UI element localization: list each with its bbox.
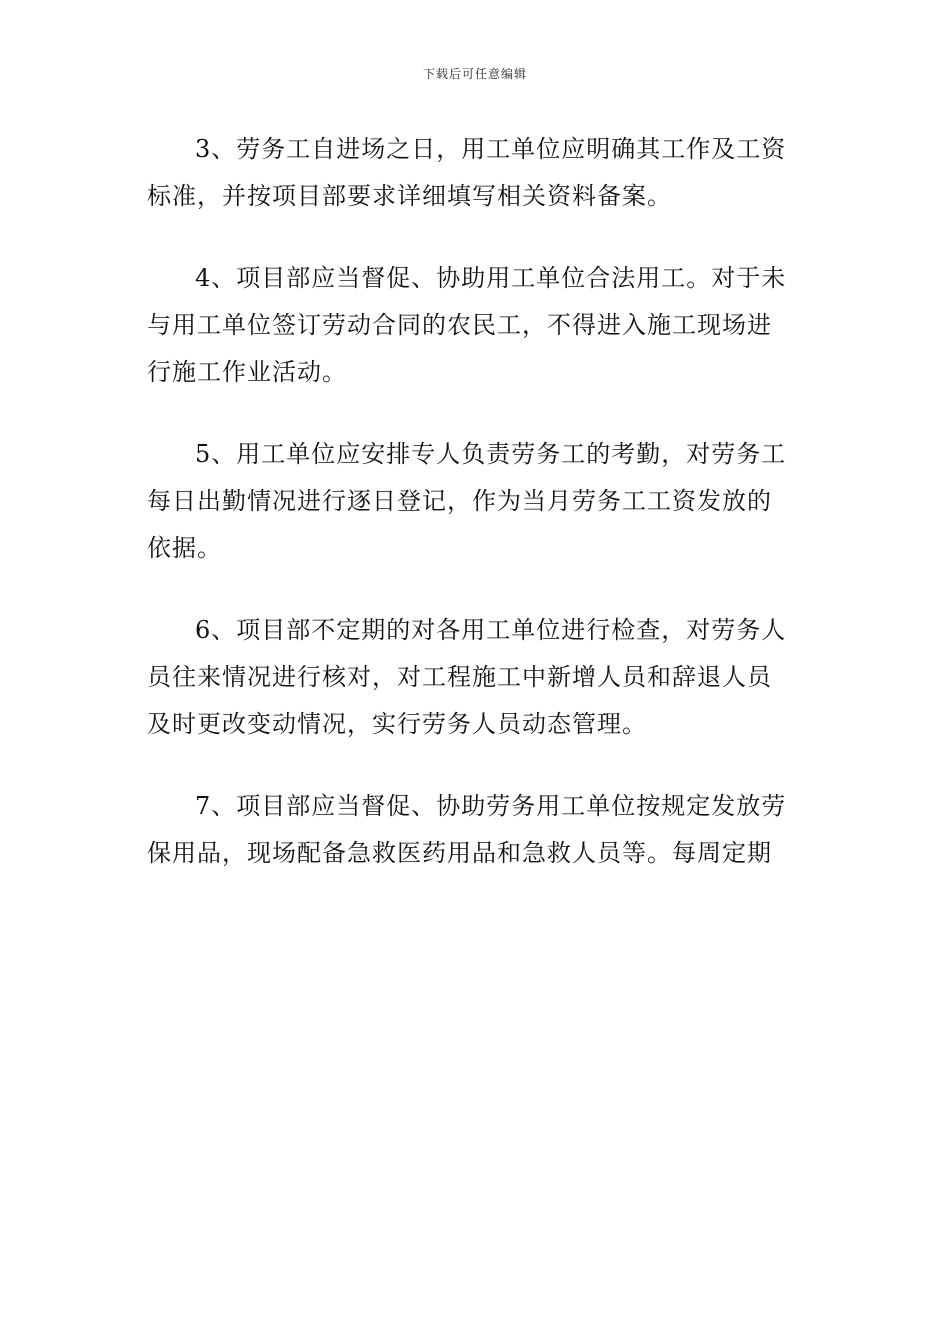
document-body bbox=[147, 126, 807, 912]
paragraph-line: 4、项目部应当督促、协助用工单位合法用工。对于未 bbox=[195, 264, 787, 292]
paragraph-line: 员往来情况进行核对，对工程施工中新增人员和辞退人员 bbox=[147, 663, 772, 691]
paragraph-line: 及时更改变动情况，实行劳务人员动态管理。 bbox=[147, 710, 647, 738]
page-header: 下载后可任意编辑 bbox=[422, 67, 527, 81]
paragraph-5 bbox=[147, 431, 807, 572]
paragraph-line: 保用品，现场配备急救医药用品和急救人员等。每周定期 bbox=[147, 839, 772, 867]
paragraph-6 bbox=[147, 607, 807, 748]
paragraph-3 bbox=[147, 126, 807, 220]
paragraph-line: 行施工作业活动。 bbox=[147, 358, 347, 386]
paragraph-line: 标准，并按项目部要求详细填写相关资料备案。 bbox=[147, 182, 672, 210]
paragraph-line: 6、项目部不定期的对各用工单位进行检查，对劳务人 bbox=[195, 616, 787, 644]
paragraph-line: 3、劳务工自进场之日，用工单位应明确其工作及工资 bbox=[195, 135, 787, 163]
paragraph-line: 每日出勤情况进行逐日登记，作为当月劳务工工资发放的 bbox=[147, 487, 772, 515]
paragraph-line: 7、项目部应当督促、协助劳务用工单位按规定发放劳 bbox=[195, 792, 787, 820]
paragraph-7 bbox=[147, 783, 807, 877]
paragraph-line: 与用工单位签订劳动合同的农民工，不得进入施工现场进 bbox=[147, 311, 772, 339]
paragraph-line: 依据。 bbox=[147, 534, 222, 562]
paragraph-4 bbox=[147, 255, 807, 396]
paragraph-line: 5、用工单位应安排专人负责劳务工的考勤，对劳务工 bbox=[195, 440, 787, 468]
